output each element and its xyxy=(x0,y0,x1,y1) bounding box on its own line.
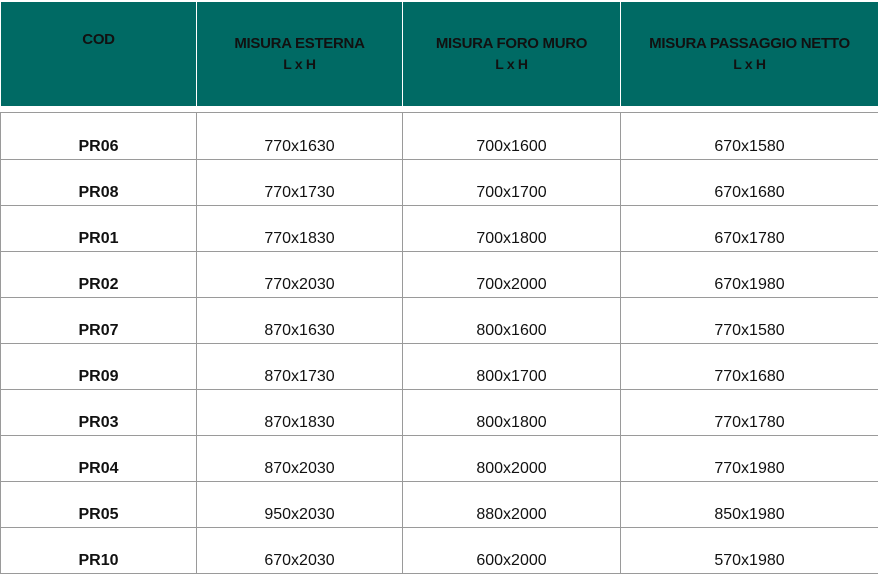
cell-misura-passaggio-netto: 770x1980 xyxy=(621,436,878,482)
table-row xyxy=(1,206,878,252)
cell-misura-foro-muro: 880x2000 xyxy=(403,482,621,528)
cell-misura-foro-muro: 800x1700 xyxy=(403,344,621,390)
header-misura-esterna-title: MISURA ESTERNA xyxy=(197,34,402,54)
cell-misura-foro-muro: 800x1800 xyxy=(403,390,621,436)
table-body xyxy=(1,106,878,574)
header-misura-esterna xyxy=(197,2,403,106)
cell-code: PR06 xyxy=(1,113,197,160)
cell-misura-foro-muro: 600x2000 xyxy=(403,528,621,574)
header-misura-foro-muro-title: MISURA FORO MURO xyxy=(403,34,620,54)
cell-misura-esterna: 770x2030 xyxy=(197,252,403,298)
header-cod xyxy=(1,2,197,106)
table-row xyxy=(1,482,878,528)
cell-misura-esterna: 870x1830 xyxy=(197,390,403,436)
cell-misura-passaggio-netto: 670x1980 xyxy=(621,252,878,298)
cell-misura-foro-muro: 800x1600 xyxy=(403,298,621,344)
cell-misura-foro-muro: 700x1600 xyxy=(403,113,621,160)
cell-misura-esterna: 770x1630 xyxy=(197,113,403,160)
cell-misura-esterna: 870x2030 xyxy=(197,436,403,482)
table-row xyxy=(1,436,878,482)
cell-code: PR03 xyxy=(1,390,197,436)
cell-misura-esterna: 870x1630 xyxy=(197,298,403,344)
header-misura-foro-muro-sub: L x H xyxy=(403,54,620,74)
table-row xyxy=(1,113,878,160)
header-misura-passaggio-netto-sub: L x H xyxy=(621,54,878,74)
cell-misura-passaggio-netto: 670x1680 xyxy=(621,160,878,206)
cell-code: PR10 xyxy=(1,528,197,574)
header-misura-passaggio-netto-title: MISURA PASSAGGIO NETTO xyxy=(621,34,878,54)
cell-misura-esterna: 670x2030 xyxy=(197,528,403,574)
header-cod-label: COD xyxy=(1,30,196,50)
table-row xyxy=(1,160,878,206)
cell-code: PR01 xyxy=(1,206,197,252)
cell-misura-passaggio-netto: 770x1580 xyxy=(621,298,878,344)
cell-misura-esterna: 870x1730 xyxy=(197,344,403,390)
table-row xyxy=(1,390,878,436)
cell-misura-foro-muro: 700x2000 xyxy=(403,252,621,298)
cell-misura-passaggio-netto: 850x1980 xyxy=(621,482,878,528)
cell-code: PR07 xyxy=(1,298,197,344)
header-misura-foro-muro xyxy=(403,2,621,106)
cell-code: PR04 xyxy=(1,436,197,482)
cell-misura-esterna: 950x2030 xyxy=(197,482,403,528)
table-header xyxy=(1,2,878,106)
header-misura-passaggio-netto xyxy=(621,2,878,106)
cell-misura-foro-muro: 700x1800 xyxy=(403,206,621,252)
cell-code: PR08 xyxy=(1,160,197,206)
sizes-table xyxy=(0,2,878,574)
cell-misura-passaggio-netto: 770x1680 xyxy=(621,344,878,390)
cell-misura-foro-muro: 700x1700 xyxy=(403,160,621,206)
table-row xyxy=(1,298,878,344)
cell-misura-passaggio-netto: 670x1780 xyxy=(621,206,878,252)
cell-code: PR09 xyxy=(1,344,197,390)
cell-misura-esterna: 770x1730 xyxy=(197,160,403,206)
cell-misura-passaggio-netto: 670x1580 xyxy=(621,113,878,160)
cell-misura-foro-muro: 800x2000 xyxy=(403,436,621,482)
header-misura-esterna-sub: L x H xyxy=(197,54,402,74)
cell-misura-esterna: 770x1830 xyxy=(197,206,403,252)
cell-code: PR05 xyxy=(1,482,197,528)
header-row xyxy=(1,2,878,106)
table-row xyxy=(1,528,878,574)
cell-code: PR02 xyxy=(1,252,197,298)
cell-misura-passaggio-netto: 770x1780 xyxy=(621,390,878,436)
table-row xyxy=(1,344,878,390)
cell-misura-passaggio-netto: 570x1980 xyxy=(621,528,878,574)
table-row xyxy=(1,252,878,298)
